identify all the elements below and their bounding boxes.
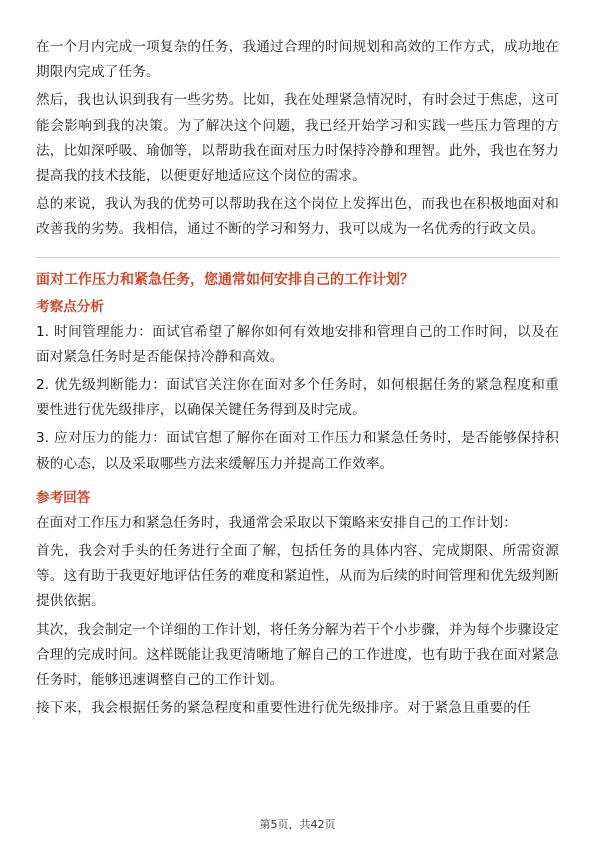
page-footer [0,818,595,832]
answer-paragraph: 首先，我会对手头的任务进行全面了解，包括任务的具体内容、完成期限、所需资源等。这有助于我更好地评估任务的难度和紧迫性，从而为后续的时间管理和优先级判断提供依据。 [36,543,559,610]
intro-section [36,35,559,243]
page-number: 第5页，共42页 [259,818,336,831]
document-page [36,35,559,724]
body-paragraph: 然后，我也认识到我有一些劣势。比如，我在处理紧急情况时，有时会过于焦虑，这可能会影响到我的决策。为了解决这个问题，我已经开始学习和实践一些压力管理的方法，比如深呼吸、瑜伽等，以帮助我在面对压力时保持冷静和理智。此外，我也在努力提高我的技术技能，以便更好地适应这个岗位的需求。 [36,92,559,185]
answer-section [36,487,559,722]
analysis-section [36,296,559,477]
answer-paragraph: 其次，我会制定一个详细的工作计划，将任务分解为若干个小步骤，并为每个步骤设定合理的完成时间。这样既能让我更清晰地了解自己的工作进度，也有助于我在面对紧急任务时，能够迅速调整自己的工作计划。 [36,621,559,689]
answer-paragraph: 接下来，我会根据任务的紧急程度和重要性进行优先级排序。对于紧急且重要的任 [36,700,531,717]
analysis-item: 3. 应对压力的能力：面试官想了解你在面对工作压力和紧急任务时，是否能够保持积极的心态，以及采取哪些方法来缓解压力并提高工作效率。 [36,430,559,472]
body-paragraph: 总的来说，我认为我的优势可以帮助我在这个岗位上发挥出色，而我也在积极地面对和改善我的劣势。我相信，通过不断的学习和努力，我可以成为一名优秀的行政文员。 [36,196,559,238]
answer-title: 参考回答 [36,489,91,506]
section-divider [36,257,559,258]
analysis-item: 2. 优先级判断能力：面试官关注你在面对多个任务时，如何根据任务的紧急程度和重要性进行优先级排序，以确保关键任务得到及时完成。 [36,377,559,419]
body-paragraph: 在一个月内完成一项复杂的任务，我通过合理的时间规划和高效的工作方式，成功地在期限内完成了任务。 [36,39,559,81]
question-heading: 面对工作压力和紧急任务，您通常如何安排自己的工作计划？ [36,271,414,288]
analysis-item: 1. 时间管理能力：面试官希望了解你如何有效地安排和管理自己的工作时间，以及在面对紧急任务时是否能保持冷静和高效。 [36,323,559,365]
analysis-title: 考察点分析 [36,298,104,315]
answer-paragraph: 在面对工作压力和紧急任务时，我通常会采取以下策略来安排自己的工作计划： [36,514,518,531]
